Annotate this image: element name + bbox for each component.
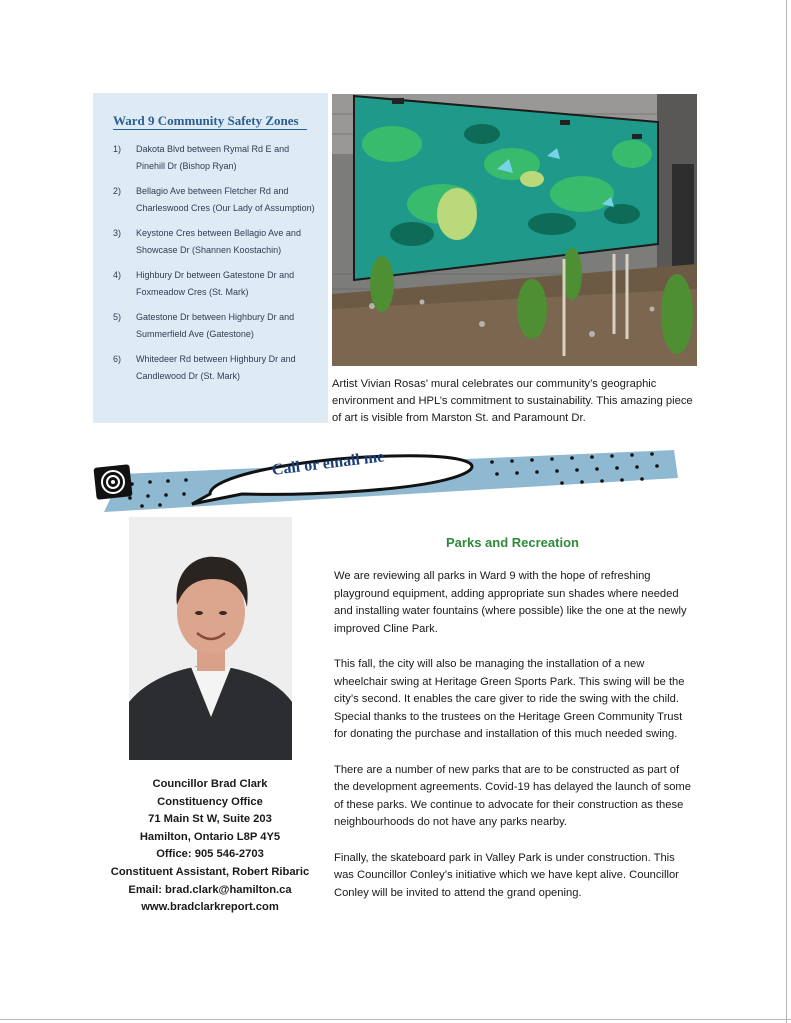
parks-paragraph: This fall, the city will also be managing the installation of a new wheelchair swing at Heritage Green Sports Park. This swing will be the city’s second. It enables the care giver to ride the swing with the child. Special thanks to the trustees on the Heritage Green Community Trust for donating the purchase and installation of this much needed swing. [334, 657, 685, 741]
list-item [113, 225, 319, 259]
contact-city: Hamilton, Ontario L8P 4Y5 [139, 830, 281, 843]
parks-heading: Parks and Recreation [446, 535, 579, 550]
target-icon [93, 464, 132, 500]
page-edge [786, 0, 787, 1023]
contact-office-label: Constituency Office [157, 795, 263, 808]
safety-zones-title: Ward 9 Community Safety Zones [113, 113, 299, 128]
parks-paragraph: There are a number of new parks that are to be constructed as part of the development agreements. Covid-19 has delayed the launch of some of these parks. We continue to advocate for their construction as these neighbourhoods do not have any parks nearby. [334, 763, 691, 829]
contact-phone: Office: 905 546-2703 [156, 848, 264, 861]
contact-address: 71 Main St W, Suite 203 [148, 813, 272, 826]
list-item-text: Whitedeer Rd between Highbury Dr and Candlewood Dr (St. Mark) [136, 354, 296, 381]
banner-text: Call or email me [270, 448, 386, 479]
mural-photo [332, 94, 697, 366]
list-item-number: 2) [113, 186, 122, 196]
list-item-text: Bellagio Ave between Fletcher Rd and Charleswood Cres (Our Lady of Assumption) [136, 186, 315, 213]
parks-paragraph: Finally, the skateboard park in Valley Park is under construction. This was Councillor Conley’s initiative which we have kept alive. Councillor Conley will be invited to attend the grand opening. [334, 851, 679, 899]
list-item [113, 351, 319, 385]
contact-email[interactable]: Email: brad.clark@hamilton.ca [128, 883, 292, 896]
page-edge [0, 1019, 791, 1020]
list-item [113, 309, 319, 343]
list-item-text: Dakota Blvd between Rymal Rd E and Pinehill Dr (Bishop Ryan) [136, 144, 290, 171]
contact-assistant: Constituent Assistant, Robert Ribaric [110, 865, 310, 878]
list-item-text: Gatestone Dr between Highbury Dr and Summerfield Ave (Gatestone) [136, 312, 295, 339]
list-item [113, 183, 319, 217]
list-item-number: 4) [113, 270, 122, 280]
mural-caption: Artist Vivian Rosas’ mural celebrates our community’s geographic environment and HPL’s commitment to sustainability. This amazing piece of art is visible from Marston St. and Paramount Dr. [332, 378, 693, 424]
contact-block [100, 776, 320, 917]
list-item [113, 267, 319, 301]
safety-zones-box [93, 93, 328, 423]
list-item-number: 3) [113, 228, 122, 238]
list-item-text: Highbury Dr between Gatestone Dr and Foxmeadow Cres (St. Mark) [136, 270, 295, 297]
list-item [113, 141, 319, 175]
parks-body [334, 568, 694, 920]
list-item-number: 6) [113, 354, 122, 364]
safety-zones-list [113, 141, 319, 393]
contact-name: Councillor Brad Clark [152, 778, 268, 790]
list-item-text: Keystone Cres between Bellagio Ave and Showcase Dr (Shannen Koostachin) [136, 228, 301, 255]
list-item-number: 1) [113, 144, 122, 154]
list-item-number: 5) [113, 312, 122, 322]
call-banner [92, 436, 692, 526]
contact-website[interactable]: www.bradclarkreport.com [141, 901, 279, 914]
parks-paragraph: We are reviewing all parks in Ward 9 with the hope of refreshing playground equipment, adding appropriate sun shades where needed and installing water fountains (where possible) like the one at the newly improved Cline Park. [334, 570, 687, 635]
councillor-portrait [129, 517, 292, 760]
title-divider [113, 129, 307, 130]
